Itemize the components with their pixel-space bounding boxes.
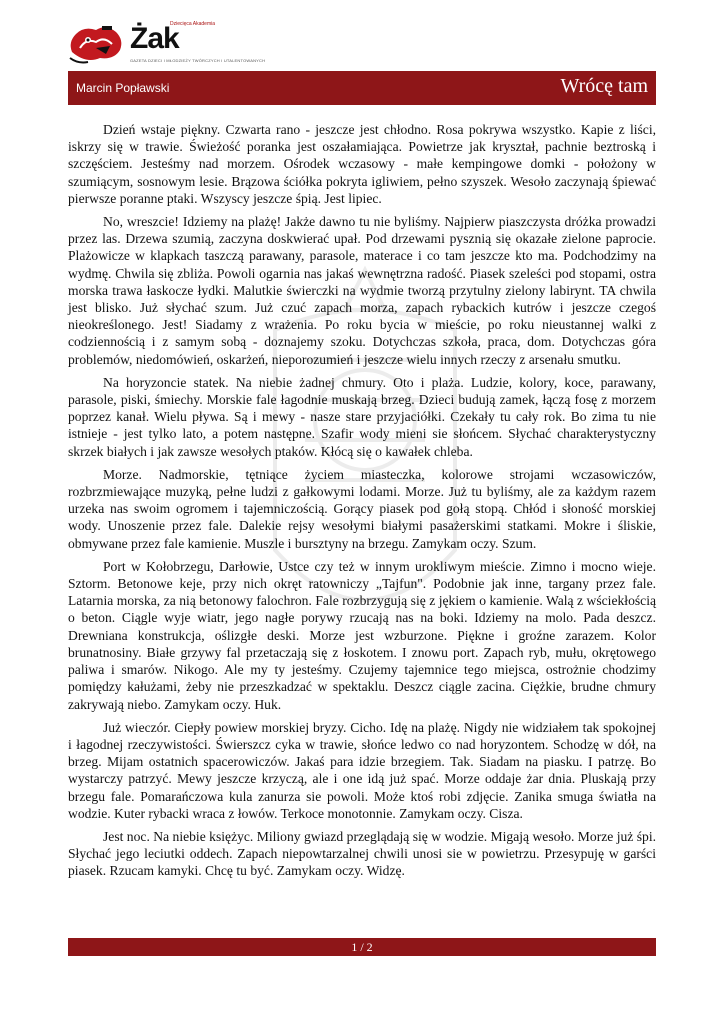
paragraph: Jest noc. Na niebie księżyc. Miliony gwiazd przeglądają się w wodzie. Migają wesoło. Morze już śpi. Słychać jego leciutki oddech. Zapach niepowtarzalnej chwili unosi sie w powietrzu. Przesypuję w garści piasek. Rzucam kamyki. Chcę tu być. Zamykam oczy. Widzę. xyxy=(68,828,656,879)
zak-logo xyxy=(66,18,266,70)
paragraph: Na horyzoncie statek. Na niebie żadnej chmury. Oto i plaża. Ludzie, kolory, koce, parawany, parasole, piski, śmiechy. Morskie fale łagodnie muskają brzeg. Dzieci budują zamek, łączą fosę z morzem poprzez kanał. Wielu pływa. Są i mewy - nasze stare przyjaciółki. Czekały tu cały rok. Bo zima tu nie istnieje - jest tylko lato, a potem następne. Szafir wody mieni sie słońcem. Słychać charakterystyczny skrzek białych i jak zawsze wesołych ptaków. Kłócą się o kawałek chleba. xyxy=(68,374,656,459)
page-number: 1 / 2 xyxy=(351,940,373,954)
dragon-logo-icon xyxy=(66,18,128,68)
paragraph: Port w Kołobrzegu, Darłowie, Ustce czy też w innym urokliwym mieście. Zimno i mocno wieje. Sztorm. Betonowe keje, przy nich okręt ratowniczy „Tajfun". Podobnie jak inne, targany przez fale. Latarnia morska, za nią betonowy falochron. Fale rozbrzygują się z jękiem o kamienie. Walą z wściekłością o beton. Ciągle wyje wiatr, jego nagłe porywy rzucają nas na boki. Idziemy na molo. Pada deszcz. Drewniana konstrukcja, oślizgłe deski. Morze jest wzburzone. Piękne i groźne zarazem. Kolor brunatnosiny. Białe grzywy fal przetaczają się z łoskotem. I znowu port. Zapach ryb, mułu, okrętowego paliwa i smarów. Nikogo. Ale my ty jesteśmy. Czujemy tajemnice tego miejsca, ostrożnie chodzimy pomiędzy kałużami, żeby nie przeszkadzać w spektaklu. Deszcz ciągle zacina. Ciężkie, brudne chmury zakrywają niebo. Zamykam oczy. Huk. xyxy=(68,558,656,712)
paragraph: No, wreszcie! Idziemy na plażę! Jakże dawno tu nie byliśmy. Najpierw piaszczysta dróżka prowadzi przez las. Drzewa szumią, zaczyna doskwierać upał. Pod drzewami pysznią się okazałe zielone paprocie. Plażowicze w klapkach taszczą parawany, parasole, materace i co tam jeszcze kto ma. Podchodzimy na wydmę. Chwila się zbliża. Powoli ogarnia nas jakaś wewnętrzna radość. Piasek szeleści pod stopami, ostra morska trawa łaskocze łydki. Malutkie świerczki na wydmie tworzą przytulny zielony labirynt. TA chwila jest blisko. Już słychać szum. Już czuć zapach morza, zapach rybackich kutrów i jeszcze czegoś nieokreślonego. Jest! Siadamy z wrażenia. Po roku bycia w mieście, po roku nieustannej walki z codziennością i z samym sobą - doznajemy szoku. Dotychczas szkoła, praca, dom. Dotychczas góra problemów, niedomówień, oskarżeń, nieporozumień i jeszcze wielu innych rzeczy z arsenału smutku. xyxy=(68,214,656,367)
paragraph: Morze. Nadmorskie, tętniące życiem miasteczka, kolorowe strojami wczasowiczów, rozbrzmiewające muzyką, pełne ludzi z gałkowymi lodami. Morze. Już tu byliśmy, ale za każdym razem urzeka nas swoim ogromem i tajemniczością. Gorący piasek pod gołą stopą. Chłód i słoność morskiej wody. Unoszenie przez fale. Dalekie rejsy wesołymi białymi pasażerskimi statkami. Mokre i śliskie, obmywane przez fale kamienie. Muszle i bursztyny na brzegu. Zamykam oczy. Szum. xyxy=(68,466,656,551)
article-body xyxy=(68,121,656,886)
paragraph: Dzień wstaje piękny. Czwarta rano - jeszcze jest chłodno. Rosa pokrywa wszystko. Kapie z liści, iskrzy się w trawie. Świeżość poranka jest oszałamiająca. Powietrze jak kryształ, pachnie beztroską i szczęściem. Jesteśmy nad morzem. Ośrodek wczasowy - małe kempingowe domki - położony w szumiącym, sosnowym lesie. Brązowa ściółka pokryta igliwiem, pełno szyszek. Wesoło zaczynają śpiewać pierwsze poranne ptaki. Wszyscy jeszcze śpią. Jest lipiec. xyxy=(68,122,656,206)
author-name: Marcin Popławski xyxy=(76,81,170,95)
logo-small-text: Dziecięca Akademia xyxy=(170,21,216,27)
footer-bar xyxy=(68,938,656,956)
paragraph: Już wieczór. Ciepły powiew morskiej bryzy. Cicho. Idę na plażę. Nigdy nie widziałem tak spokojnej i łagodnej rzeczywistości. Świerszcz cyka w trawie, słońce ledwo co nad horyzontem. Schodzę w dół, na brzeg. Mijam ostatnich spacerowiczów. Jakaś para idzie brzegiem. Tak. Siadam na piasku. I patrzę. Bo wystarczy patrzyć. Mewy jeszcze krzyczą, ale i one idą już spać. Morze oddaje żar dnia. Pluskają przy brzegu fale. Pomarańczowa kula zanurza sie powoli. Może ktoś robi zdjęcie. Zanika smuga światła na wodzie. Kuter rybacki wraca z łowów. Terkoce monotonnie. Zamykam oczy. Cisza. xyxy=(68,719,656,821)
header-bar xyxy=(68,71,656,105)
logo-tagline: GAZETA DZIECI I MŁODZIEŻY TWÓRCZYCH I UTALENTOWANYCH xyxy=(130,58,266,63)
article-title: Wrócę tam xyxy=(560,75,648,97)
logo-brand: Żak xyxy=(130,22,179,55)
